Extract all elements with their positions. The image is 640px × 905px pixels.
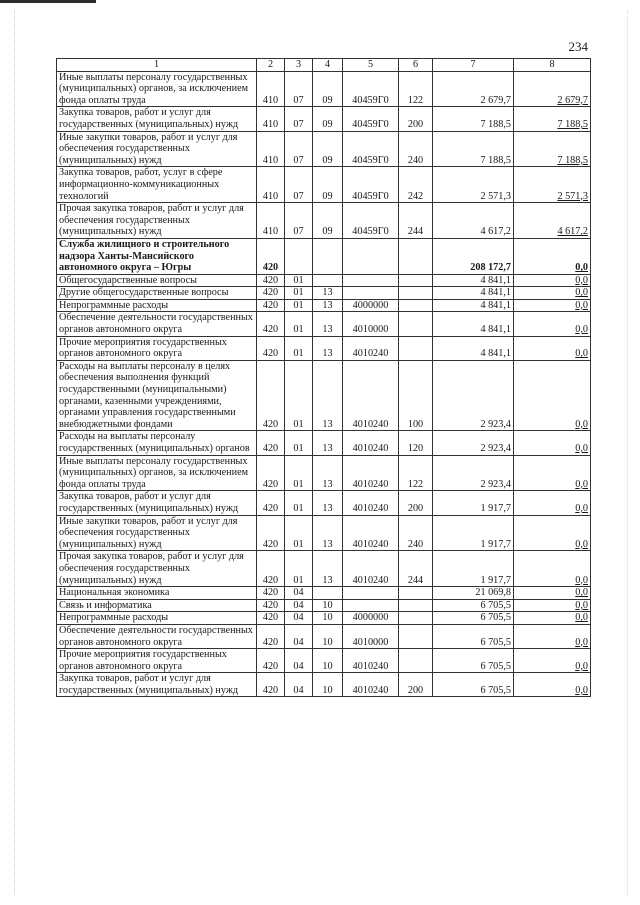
cell-col-4: 13 xyxy=(313,455,343,491)
cell-col-8: 0,0 xyxy=(514,673,591,697)
cell-col-3: 01 xyxy=(285,431,313,455)
cell-col-5: 40459Г0 xyxy=(343,131,399,167)
cell-col-6: 240 xyxy=(399,131,433,167)
cell-col-3 xyxy=(285,238,313,274)
cell-col-3: 01 xyxy=(285,274,313,287)
cell-col-8: 0,0 xyxy=(514,624,591,648)
cell-col-4: 13 xyxy=(313,515,343,551)
cell-col-3: 01 xyxy=(285,287,313,300)
table-row xyxy=(57,107,591,131)
table-row xyxy=(57,551,591,587)
cell-col-3: 04 xyxy=(285,612,313,625)
cell-col-5 xyxy=(343,287,399,300)
cell-col-5: 4000000 xyxy=(343,299,399,312)
cell-col-6 xyxy=(399,238,433,274)
cell-col-4: 13 xyxy=(313,360,343,431)
cell-col-6: 122 xyxy=(399,455,433,491)
cell-col-3: 04 xyxy=(285,599,313,612)
row-name-cell: Прочая закупка товаров, работ и услуг для обеспечения государственных (муниципальных) нужд xyxy=(57,203,257,239)
cell-col-5: 4010240 xyxy=(343,491,399,515)
cell-col-8: 0,0 xyxy=(514,336,591,360)
cell-col-2: 420 xyxy=(257,599,285,612)
cell-col-2: 420 xyxy=(257,299,285,312)
row-name-cell: Иные закупки товаров, работ и услуг для обеспечения государственных (муниципальных) нужд xyxy=(57,131,257,167)
table-row xyxy=(57,238,591,274)
cell-col-2: 420 xyxy=(257,238,285,274)
cell-col-3: 01 xyxy=(285,336,313,360)
cell-col-5: 4010240 xyxy=(343,551,399,587)
col-header-2: 2 xyxy=(257,59,285,72)
cell-col-8: 0,0 xyxy=(514,312,591,336)
cell-col-4: 09 xyxy=(313,167,343,203)
cell-col-2: 420 xyxy=(257,612,285,625)
scan-edge-left xyxy=(14,10,15,895)
cell-col-4: 09 xyxy=(313,203,343,239)
table-row xyxy=(57,431,591,455)
cell-col-6: 200 xyxy=(399,673,433,697)
cell-col-2: 420 xyxy=(257,551,285,587)
row-name-cell: Непрограммные расходы xyxy=(57,299,257,312)
cell-col-6: 120 xyxy=(399,431,433,455)
cell-col-3: 07 xyxy=(285,71,313,107)
table-row xyxy=(57,455,591,491)
cell-col-7: 7 188,5 xyxy=(433,107,514,131)
cell-col-8: 0,0 xyxy=(514,274,591,287)
cell-col-5: 40459Г0 xyxy=(343,167,399,203)
table-row xyxy=(57,336,591,360)
cell-col-6 xyxy=(399,274,433,287)
cell-col-2: 420 xyxy=(257,491,285,515)
row-name-cell: Прочие мероприятия государственных органов автономного округа xyxy=(57,649,257,673)
cell-col-7: 4 841,1 xyxy=(433,336,514,360)
cell-col-8: 4 617,2 xyxy=(514,203,591,239)
cell-col-8: 0,0 xyxy=(514,238,591,274)
cell-col-6 xyxy=(399,287,433,300)
cell-col-7: 2 923,4 xyxy=(433,431,514,455)
cell-col-7: 4 841,1 xyxy=(433,274,514,287)
cell-col-2: 420 xyxy=(257,274,285,287)
cell-col-8: 0,0 xyxy=(514,360,591,431)
cell-col-2: 420 xyxy=(257,312,285,336)
cell-col-4: 13 xyxy=(313,431,343,455)
row-name-cell: Другие общегосударственные вопросы xyxy=(57,287,257,300)
cell-col-3: 01 xyxy=(285,455,313,491)
row-name-cell: Иные выплаты персоналу государственных (муниципальных) органов, за исключением фонда оплаты труда xyxy=(57,455,257,491)
budget-table xyxy=(56,58,591,697)
cell-col-3: 07 xyxy=(285,107,313,131)
cell-col-5 xyxy=(343,599,399,612)
cell-col-7: 4 841,1 xyxy=(433,299,514,312)
cell-col-2: 420 xyxy=(257,287,285,300)
col-header-5: 5 xyxy=(343,59,399,72)
cell-col-6 xyxy=(399,612,433,625)
row-name-cell: Служба жилищного и строительного надзора Ханты-Мансийского автономного округа – Югры xyxy=(57,238,257,274)
cell-col-2: 410 xyxy=(257,107,285,131)
row-name-cell: Непрограммные расходы xyxy=(57,612,257,625)
cell-col-7: 6 705,5 xyxy=(433,649,514,673)
cell-col-7: 1 917,7 xyxy=(433,491,514,515)
cell-col-3: 01 xyxy=(285,299,313,312)
table-row xyxy=(57,203,591,239)
cell-col-8: 0,0 xyxy=(514,299,591,312)
cell-col-7: 6 705,5 xyxy=(433,673,514,697)
cell-col-6: 240 xyxy=(399,515,433,551)
table-row xyxy=(57,649,591,673)
cell-col-4 xyxy=(313,238,343,274)
cell-col-8: 0,0 xyxy=(514,599,591,612)
cell-col-2: 420 xyxy=(257,455,285,491)
cell-col-4: 10 xyxy=(313,673,343,697)
cell-col-7: 4 841,1 xyxy=(433,312,514,336)
cell-col-7: 6 705,5 xyxy=(433,624,514,648)
cell-col-2: 420 xyxy=(257,431,285,455)
table-row xyxy=(57,587,591,600)
cell-col-4 xyxy=(313,274,343,287)
cell-col-6 xyxy=(399,299,433,312)
cell-col-6 xyxy=(399,624,433,648)
cell-col-8: 0,0 xyxy=(514,612,591,625)
cell-col-4: 13 xyxy=(313,336,343,360)
cell-col-4: 09 xyxy=(313,107,343,131)
table-row xyxy=(57,491,591,515)
col-header-4: 4 xyxy=(313,59,343,72)
cell-col-4: 10 xyxy=(313,624,343,648)
row-name-cell: Закупка товаров, работ, услуг в сфере информационно-коммуникационных технологий xyxy=(57,167,257,203)
row-name-cell: Прочие мероприятия государственных органов автономного округа xyxy=(57,336,257,360)
row-name-cell: Связь и информатика xyxy=(57,599,257,612)
table-row xyxy=(57,71,591,107)
row-name-cell: Обеспечение деятельности государственных органов автономного округа xyxy=(57,624,257,648)
cell-col-5: 40459Г0 xyxy=(343,71,399,107)
row-name-cell: Расходы на выплаты персоналу в целях обеспечения выполнения функций государственными (муниципальными) органами, казенными учреждениями, органами управления государственными внебюджетными фондами xyxy=(57,360,257,431)
cell-col-5: 40459Г0 xyxy=(343,203,399,239)
cell-col-6: 200 xyxy=(399,107,433,131)
scan-edge-right xyxy=(627,10,628,895)
top-border-mark xyxy=(0,0,96,3)
cell-col-2: 420 xyxy=(257,515,285,551)
cell-col-2: 420 xyxy=(257,649,285,673)
row-name-cell: Иные закупки товаров, работ и услуг для обеспечения государственных (муниципальных) нужд xyxy=(57,515,257,551)
cell-col-6: 122 xyxy=(399,71,433,107)
cell-col-5: 4010240 xyxy=(343,649,399,673)
row-name-cell: Обеспечение деятельности государственных органов автономного округа xyxy=(57,312,257,336)
row-name-cell: Закупка товаров, работ и услуг для государственных (муниципальных) нужд xyxy=(57,673,257,697)
cell-col-4: 10 xyxy=(313,649,343,673)
cell-col-7: 2 923,4 xyxy=(433,360,514,431)
col-header-7: 7 xyxy=(433,59,514,72)
cell-col-6: 242 xyxy=(399,167,433,203)
page-number: 234 xyxy=(568,39,588,54)
row-name-cell: Закупка товаров, работ и услуг для государственных (муниципальных) нужд xyxy=(57,491,257,515)
cell-col-3: 07 xyxy=(285,167,313,203)
cell-col-2: 420 xyxy=(257,336,285,360)
cell-col-6 xyxy=(399,587,433,600)
cell-col-4: 10 xyxy=(313,599,343,612)
table-row xyxy=(57,131,591,167)
cell-col-3: 07 xyxy=(285,131,313,167)
cell-col-5: 4010240 xyxy=(343,431,399,455)
cell-col-4: 13 xyxy=(313,312,343,336)
cell-col-7: 6 705,5 xyxy=(433,612,514,625)
cell-col-6: 244 xyxy=(399,551,433,587)
cell-col-3: 01 xyxy=(285,491,313,515)
cell-col-6 xyxy=(399,336,433,360)
table-row xyxy=(57,612,591,625)
cell-col-3: 04 xyxy=(285,587,313,600)
cell-col-8: 0,0 xyxy=(514,551,591,587)
cell-col-8: 2 571,3 xyxy=(514,167,591,203)
row-name-cell: Расходы на выплаты персоналу государственных (муниципальных) органов xyxy=(57,431,257,455)
cell-col-6 xyxy=(399,312,433,336)
cell-col-4: 09 xyxy=(313,131,343,167)
cell-col-3: 07 xyxy=(285,203,313,239)
cell-col-5 xyxy=(343,587,399,600)
cell-col-3: 04 xyxy=(285,624,313,648)
cell-col-4: 10 xyxy=(313,612,343,625)
cell-col-5: 4010000 xyxy=(343,312,399,336)
cell-col-5: 4010240 xyxy=(343,336,399,360)
table-row xyxy=(57,624,591,648)
row-name-cell: Иные выплаты персоналу государственных (муниципальных) органов, за исключением фонда оплаты труда xyxy=(57,71,257,107)
table-row xyxy=(57,360,591,431)
cell-col-2: 410 xyxy=(257,203,285,239)
table-row xyxy=(57,599,591,612)
col-header-8: 8 xyxy=(514,59,591,72)
cell-col-2: 420 xyxy=(257,587,285,600)
cell-col-8: 0,0 xyxy=(514,587,591,600)
cell-col-7: 208 172,7 xyxy=(433,238,514,274)
cell-col-3: 01 xyxy=(285,360,313,431)
cell-col-7: 1 917,7 xyxy=(433,515,514,551)
cell-col-7: 2 679,7 xyxy=(433,71,514,107)
cell-col-8: 0,0 xyxy=(514,431,591,455)
cell-col-8: 0,0 xyxy=(514,649,591,673)
cell-col-6 xyxy=(399,599,433,612)
cell-col-7: 21 069,8 xyxy=(433,587,514,600)
table-row xyxy=(57,312,591,336)
cell-col-8: 2 679,7 xyxy=(514,71,591,107)
cell-col-8: 7 188,5 xyxy=(514,107,591,131)
cell-col-5: 40459Г0 xyxy=(343,107,399,131)
cell-col-6: 200 xyxy=(399,491,433,515)
cell-col-7: 1 917,7 xyxy=(433,551,514,587)
cell-col-3: 01 xyxy=(285,515,313,551)
cell-col-3: 01 xyxy=(285,551,313,587)
row-name-cell: Национальная экономика xyxy=(57,587,257,600)
cell-col-7: 2 923,4 xyxy=(433,455,514,491)
cell-col-4: 13 xyxy=(313,287,343,300)
cell-col-2: 410 xyxy=(257,71,285,107)
cell-col-6: 100 xyxy=(399,360,433,431)
row-name-cell: Закупка товаров, работ и услуг для государственных (муниципальных) нужд xyxy=(57,107,257,131)
table-header-row xyxy=(57,59,591,72)
col-header-6: 6 xyxy=(399,59,433,72)
cell-col-5: 4000000 xyxy=(343,612,399,625)
cell-col-5 xyxy=(343,238,399,274)
table-row xyxy=(57,515,591,551)
cell-col-5: 4010240 xyxy=(343,455,399,491)
cell-col-6: 244 xyxy=(399,203,433,239)
cell-col-2: 420 xyxy=(257,673,285,697)
cell-col-8: 7 188,5 xyxy=(514,131,591,167)
cell-col-5: 4010240 xyxy=(343,673,399,697)
cell-col-2: 410 xyxy=(257,131,285,167)
cell-col-3: 01 xyxy=(285,312,313,336)
cell-col-7: 2 571,3 xyxy=(433,167,514,203)
cell-col-3: 04 xyxy=(285,649,313,673)
table-row xyxy=(57,673,591,697)
cell-col-5: 4010240 xyxy=(343,360,399,431)
row-name-cell: Прочая закупка товаров, работ и услуг для обеспечения государственных (муниципальных) нужд xyxy=(57,551,257,587)
cell-col-7: 6 705,5 xyxy=(433,599,514,612)
cell-col-8: 0,0 xyxy=(514,515,591,551)
cell-col-4: 13 xyxy=(313,491,343,515)
table-row xyxy=(57,167,591,203)
cell-col-2: 420 xyxy=(257,624,285,648)
cell-col-6 xyxy=(399,649,433,673)
cell-col-5: 4010000 xyxy=(343,624,399,648)
cell-col-4 xyxy=(313,587,343,600)
cell-col-7: 4 841,1 xyxy=(433,287,514,300)
table-row xyxy=(57,299,591,312)
cell-col-5: 4010240 xyxy=(343,515,399,551)
cell-col-4: 13 xyxy=(313,551,343,587)
col-header-3: 3 xyxy=(285,59,313,72)
cell-col-4: 13 xyxy=(313,299,343,312)
table-row xyxy=(57,287,591,300)
row-name-cell: Общегосударственные вопросы xyxy=(57,274,257,287)
table-row xyxy=(57,274,591,287)
cell-col-3: 04 xyxy=(285,673,313,697)
cell-col-2: 420 xyxy=(257,360,285,431)
cell-col-8: 0,0 xyxy=(514,287,591,300)
cell-col-7: 7 188,5 xyxy=(433,131,514,167)
cell-col-7: 4 617,2 xyxy=(433,203,514,239)
cell-col-8: 0,0 xyxy=(514,455,591,491)
cell-col-2: 410 xyxy=(257,167,285,203)
cell-col-8: 0,0 xyxy=(514,491,591,515)
col-header-1: 1 xyxy=(57,59,257,72)
cell-col-4: 09 xyxy=(313,71,343,107)
cell-col-5 xyxy=(343,274,399,287)
